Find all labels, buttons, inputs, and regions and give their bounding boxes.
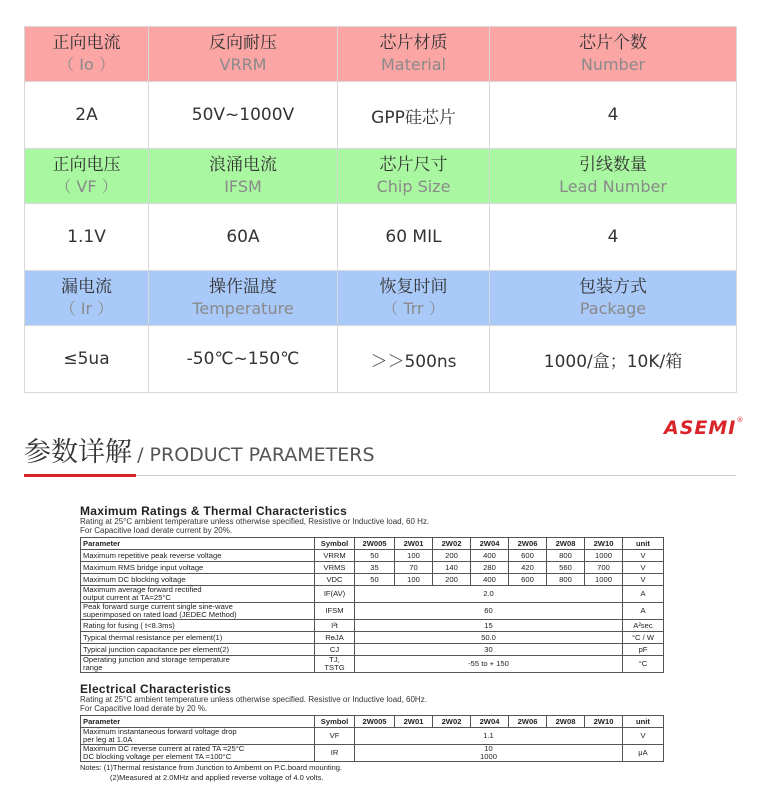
datasheet-param-cell: [81, 620, 315, 632]
datasheet-symbol-text: VRRM: [323, 550, 346, 560]
datasheet-symbol-text: IFSM: [325, 606, 344, 615]
datasheet-value-cell: 100: [395, 574, 433, 586]
datasheet-column-header: Parameter: [81, 538, 315, 550]
datasheet-symbol-text: TSTG: [324, 663, 345, 672]
datasheet-row: [81, 632, 664, 644]
spec-header-zh: 包装方式: [579, 277, 647, 297]
spec-header-cell: [25, 149, 149, 204]
datasheet-param-cell: [81, 644, 315, 656]
spec-header-zh: 正向电压: [52, 155, 121, 175]
datasheet-param-text: Operating junction and storage temperature: [83, 655, 230, 664]
datasheet-value-cell: 400: [471, 574, 509, 586]
datasheet-header-row: [81, 716, 664, 728]
datasheet-symbol-text: RөJA: [325, 632, 344, 642]
spec-header-en: Number: [580, 55, 646, 74]
spec-table: [24, 26, 737, 393]
datasheet-value-cell: [355, 656, 623, 673]
spec-header-cell: [149, 27, 338, 82]
spec-header-zh: 芯片尺寸: [379, 155, 448, 175]
datasheet-value-cell: [355, 728, 623, 745]
datasheet-value-cell: 200: [433, 574, 471, 586]
datasheet-value-cell: 420: [509, 562, 547, 574]
datasheet-value-cell: [355, 603, 623, 620]
datasheet-column-header: 2W01: [395, 716, 433, 728]
datasheet-value-text: 30: [484, 644, 493, 654]
datasheet-param-cell: [81, 550, 315, 562]
spec-header-cell: [25, 27, 149, 82]
spec-header-cell: [490, 27, 737, 82]
datasheet-param-text: Rating for fusing ( t<8.3ms): [83, 620, 175, 630]
spec-header-en: Temperature: [192, 299, 294, 318]
datasheet-symbol-cell: [315, 603, 355, 620]
spec-header-zh: 芯片材质: [379, 33, 448, 53]
spec-value-cell: ≤5ua: [25, 326, 149, 393]
datasheet-param-text: Maximum repetitive peak reverse voltage: [83, 550, 222, 560]
datasheet-param-cell: [81, 656, 315, 673]
max-ratings-subtitle-2: For Capacitive load derate current by 20%.: [80, 526, 233, 535]
spec-value-cell: 4: [490, 82, 737, 149]
datasheet-value-cell: 50: [355, 550, 395, 562]
datasheet-column-header: Parameter: [81, 716, 315, 728]
datasheet-value-cell: 560: [547, 562, 585, 574]
datasheet-column-header: 2W06: [509, 716, 547, 728]
datasheet-column-header: 2W04: [471, 538, 509, 550]
datasheet-symbol-cell: [315, 656, 355, 673]
spec-header-row: [25, 27, 737, 82]
section-divider-accent: [24, 474, 136, 477]
datasheet-symbol-text: IF(AV): [323, 589, 346, 598]
datasheet-param-text: superimposed on rated load (JEDEC Method): [83, 610, 237, 619]
datasheet-param-cell: [81, 574, 315, 586]
spec-header-zh: 操作温度: [209, 277, 277, 297]
datasheet-symbol-text: IR: [330, 748, 339, 757]
spec-value-cell: 1.1V: [25, 204, 149, 271]
datasheet-symbol-text: TJ,: [329, 655, 340, 664]
datasheet-value-text: -55 to + 150: [468, 659, 509, 668]
spec-value-cell: 60A: [149, 204, 338, 271]
section-title-en: / PRODUCT PARAMETERS: [137, 444, 375, 466]
datasheet-value-cell: 140: [433, 562, 471, 574]
datasheet-column-header: unit: [623, 538, 664, 550]
spec-header-zh: 恢复时间: [379, 277, 448, 297]
datasheet-unit-cell: pF: [623, 644, 664, 656]
spec-header-en: （ Trr ）: [382, 299, 445, 318]
datasheet-symbol-cell: [315, 620, 355, 632]
datasheet-column-header: 2W005: [355, 538, 395, 550]
datasheet-value-cell: 700: [585, 562, 623, 574]
datasheet-param-cell: [81, 632, 315, 644]
spec-value-cell: 1000/盒；10K/箱: [490, 326, 737, 393]
spec-header-en: Material: [381, 55, 446, 74]
datasheet-param-text: Maximum average forward rectified: [83, 585, 202, 594]
datasheet-symbol-cell: [315, 644, 355, 656]
datasheet-unit-cell: V: [623, 562, 664, 574]
datasheet-param-text: Typical thermal resistance per element(1): [83, 632, 223, 642]
datasheet-column-header: 2W06: [509, 538, 547, 550]
datasheet-column-header: 2W04: [471, 716, 509, 728]
datasheet-symbol-cell: [315, 632, 355, 644]
datasheet-row: [81, 603, 664, 620]
datasheet-column-header: 2W005: [355, 716, 395, 728]
elec-char-table: [80, 715, 664, 762]
datasheet-value-cell: [355, 620, 623, 632]
datasheet-param-text: Maximum DC reverse current at rated TA =25°C: [83, 744, 245, 753]
spec-value-cell: -50℃~150℃: [149, 326, 338, 393]
max-ratings-subtitle-1: Rating at 25°C ambient temperature unless otherwise specified, Resistive or Inductive load, 60 Hz.: [80, 517, 430, 526]
datasheet-value-text: 60: [484, 606, 493, 615]
datasheet-value-text: 2.0: [483, 589, 494, 598]
datasheet-unit-cell: V: [623, 550, 664, 562]
datasheet-row: [81, 620, 664, 632]
datasheet-column-header: Symbol: [315, 716, 355, 728]
datasheet-value-cell: 400: [471, 550, 509, 562]
datasheet-param-text: Maximum RMS bridge input voltage: [83, 562, 204, 572]
spec-header-en: （ Ir ）: [59, 299, 114, 318]
elec-char-subtitle-2: For Capacitive load derate by 20 %.: [80, 704, 208, 713]
datasheet-symbol-cell: [315, 562, 355, 574]
section-title-zh: 参数详解: [24, 437, 132, 468]
datasheet-unit-cell: °C / W: [623, 632, 664, 644]
datasheet-param-text: per leg at 1.0A: [83, 735, 133, 744]
spec-header-en: Package: [579, 299, 647, 318]
spec-header-zh: 芯片个数: [579, 33, 647, 53]
datasheet-param-text: output current at TA=25°C: [83, 593, 171, 602]
spec-value-row: [25, 82, 737, 149]
spec-header-cell: [338, 149, 490, 204]
max-ratings-table: [80, 537, 664, 673]
datasheet-value-cell: 1000: [585, 574, 623, 586]
datasheet-value-text: 1.1: [483, 731, 494, 740]
datasheet-column-header: 2W08: [547, 716, 585, 728]
spec-header-en: VRRM: [219, 55, 267, 74]
datasheet-row: [81, 745, 664, 762]
datasheet-value-cell: 600: [509, 550, 547, 562]
datasheet-param-text: Typical junction capacitance per element(2): [83, 644, 230, 654]
datasheet-value-cell: 70: [395, 562, 433, 574]
datasheet-row: [81, 550, 664, 562]
datasheet-column-header: 2W02: [433, 716, 471, 728]
datasheet-unit-cell: μA: [623, 745, 664, 762]
spec-header-cell: [149, 271, 338, 326]
datasheet-symbol-cell: [315, 586, 355, 603]
elec-char-title: Electrical Characteristics: [80, 682, 232, 696]
spec-value-cell: 50V~1000V: [149, 82, 338, 149]
datasheet-value-cell: 800: [547, 550, 585, 562]
datasheet-unit-cell: V: [623, 728, 664, 745]
datasheet-header-row: [81, 538, 664, 550]
datasheet-value-cell: 1000: [585, 550, 623, 562]
spec-header-row: [25, 149, 737, 204]
spec-header-en: Chip Size: [376, 177, 451, 196]
datasheet-value-cell: 50: [355, 574, 395, 586]
datasheet-column-header: 2W01: [395, 538, 433, 550]
datasheet-note-2: (2)Measured at 2.0MHz and applied reverse voltage of 4.0 volts.: [110, 773, 324, 782]
spec-value-cell: 4: [490, 204, 737, 271]
datasheet-value-cell: 600: [509, 574, 547, 586]
datasheet-param-cell: [81, 745, 315, 762]
datasheet-symbol-text: CJ: [329, 644, 340, 654]
spec-value-row: [25, 326, 737, 393]
spec-header-en: （ VF ）: [55, 177, 118, 196]
spec-header-zh: 漏电流: [61, 277, 112, 297]
datasheet-unit-cell: A²sec: [623, 620, 664, 632]
spec-header-cell: [490, 271, 737, 326]
datasheet-symbol-cell: [315, 728, 355, 745]
datasheet-symbol-text: VDC: [326, 574, 343, 584]
datasheet-row: [81, 562, 664, 574]
datasheet-column-header: Symbol: [315, 538, 355, 550]
datasheet-value-cell: 200: [433, 550, 471, 562]
spec-header-en: （ Io ）: [58, 55, 115, 74]
datasheet-symbol-text: VF: [329, 731, 340, 740]
spec-value-cell: 60 MIL: [338, 204, 490, 271]
elec-char-subtitle-1: Rating at 25°C ambient temperature unless otherwise specified. Resistive or Inductive load, 60Hz.: [80, 695, 427, 704]
spec-header-cell: [25, 271, 149, 326]
datasheet-symbol-cell: [315, 745, 355, 762]
datasheet-value-cell: [355, 632, 623, 644]
datasheet-param-cell: [81, 586, 315, 603]
datasheet-param-text: DC blocking voltage per element TA =100°C: [83, 752, 232, 761]
spec-header-zh: 正向电流: [52, 33, 121, 53]
datasheet-value-cell: 100: [395, 550, 433, 562]
datasheet-unit-cell: °C: [623, 656, 664, 673]
datasheet-column-header: 2W02: [433, 538, 471, 550]
datasheet-value-text: 15: [484, 620, 493, 630]
spec-header-cell: [338, 271, 490, 326]
datasheet-value-text: 1000: [480, 752, 497, 761]
datasheet-row: [81, 644, 664, 656]
datasheet-value-cell: [355, 745, 623, 762]
datasheet-column-header: 2W08: [547, 538, 585, 550]
datasheet-param-cell: [81, 562, 315, 574]
datasheet-value-cell: 35: [355, 562, 395, 574]
asemi-logo: ASEMI®: [664, 416, 745, 439]
datasheet-param-cell: [81, 728, 315, 745]
datasheet-row: [81, 574, 664, 586]
datasheet: [80, 505, 663, 782]
section-title: [24, 430, 375, 469]
spec-value-cell: 2A: [25, 82, 149, 149]
datasheet-symbol-text: VRMS: [323, 562, 346, 572]
datasheet-param-text: Maximum instantaneous forward voltage drop: [83, 727, 237, 736]
datasheet-note-1: Notes: (1)Thermal resistance from Junction to Ambemt on P.C.board mounting.: [80, 763, 343, 772]
spec-header-zh: 浪涌电流: [209, 155, 277, 175]
spec-value-row: [25, 204, 737, 271]
datasheet-column-header: 2W10: [585, 716, 623, 728]
max-ratings-title: Maximum Ratings & Thermal Characteristics: [80, 504, 348, 518]
datasheet-column-header: 2W10: [585, 538, 623, 550]
datasheet-unit-cell: A: [623, 586, 664, 603]
datasheet-row: [81, 656, 664, 673]
datasheet-symbol-cell: [315, 574, 355, 586]
datasheet-value-text: 10: [484, 744, 493, 753]
spec-header-row: [25, 271, 737, 326]
datasheet-row: [81, 586, 664, 603]
spec-header-en: IFSM: [224, 177, 262, 196]
datasheet-param-text: range: [83, 663, 103, 672]
datasheet-value-cell: [355, 644, 623, 656]
spec-header-zh: 引线数量: [579, 155, 647, 175]
datasheet-symbol-cell: [315, 550, 355, 562]
spec-header-cell: [490, 149, 737, 204]
spec-header-zh: 反向耐压: [209, 33, 277, 53]
datasheet-value-cell: 800: [547, 574, 585, 586]
datasheet-unit-cell: A: [623, 603, 664, 620]
datasheet-symbol-text: I²t: [331, 620, 338, 630]
datasheet-param-cell: [81, 603, 315, 620]
datasheet-column-header: unit: [623, 716, 664, 728]
datasheet-value-cell: 280: [471, 562, 509, 574]
datasheet-param-text: Peak forward surge current single sine-wave: [83, 602, 233, 611]
datasheet-value-text: 50.0: [481, 632, 496, 642]
datasheet-param-text: Maximum DC blocking voltage: [83, 574, 186, 584]
spec-header-cell: [149, 149, 338, 204]
datasheet-unit-cell: V: [623, 574, 664, 586]
datasheet-row: [81, 728, 664, 745]
spec-header-en: Lead Number: [559, 177, 667, 196]
spec-value-cell: GPP硅芯片: [338, 82, 490, 149]
datasheet-value-cell: [355, 586, 623, 603]
spec-header-cell: [338, 27, 490, 82]
spec-value-cell: ＞＞500ns: [338, 326, 490, 393]
